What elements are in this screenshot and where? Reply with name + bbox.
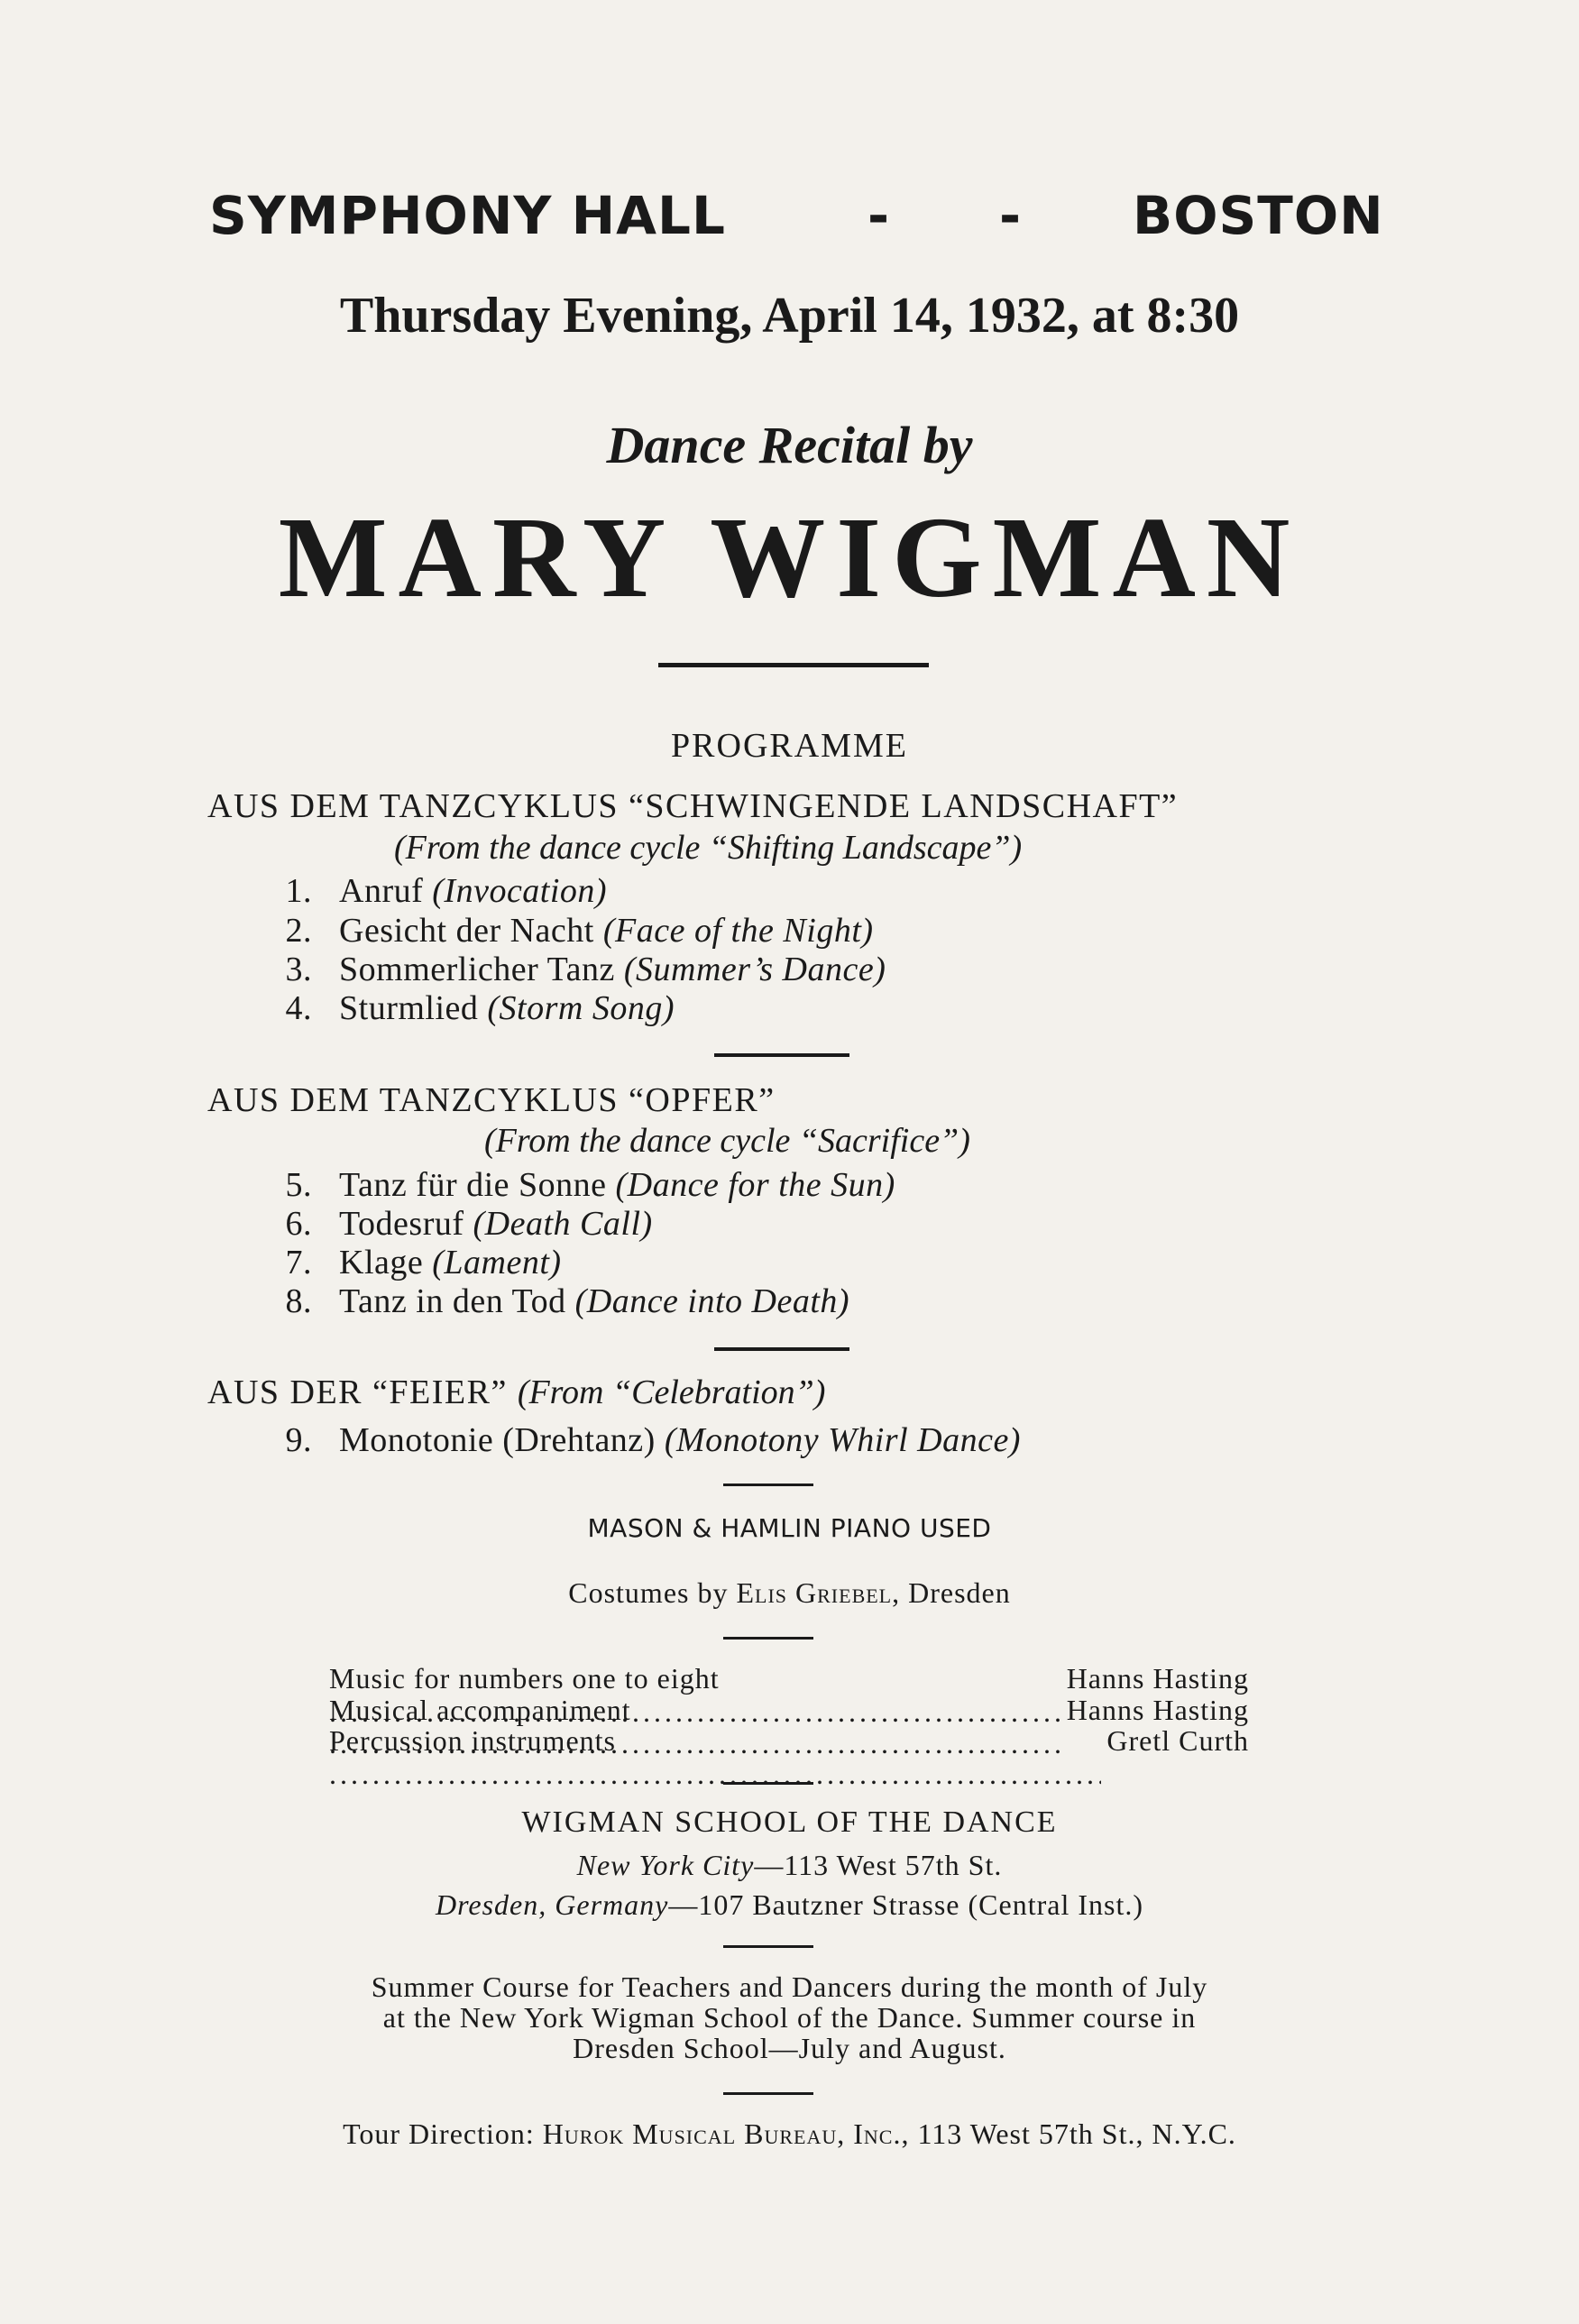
costume-credit: [0, 1576, 1579, 1610]
summer-line: at the New York Wigman School of the Dance. Summer course in: [382, 2001, 1197, 2034]
item-translation: (Storm Song): [487, 989, 675, 1027]
list-item: [251, 871, 607, 911]
costume-designer: Elis Griebel: [736, 1576, 893, 1609]
divider: [723, 2092, 813, 2095]
divider: [723, 1637, 813, 1640]
section-title: AUS DEM TANZCYKLUS “OPFER”: [207, 1081, 776, 1119]
school-ny-city: New York City: [576, 1849, 755, 1881]
school-dresden-address: —107 Bautzner Strasse (Central Inst.): [668, 1888, 1143, 1921]
section-title: AUS DEM TANZCYKLUS “SCHWINGENDE LANDSCHAFT”: [207, 787, 1179, 825]
credit-label: Musical accompaniment .....: [329, 1694, 1061, 1760]
item-number: 1.: [285, 872, 312, 910]
divider: [723, 1782, 813, 1785]
performer-name: MARY WIGMAN: [278, 493, 1301, 621]
list-item: [251, 1420, 1021, 1460]
item-title: Sturmlied: [339, 989, 479, 1027]
item-translation: (Death Call): [473, 1205, 653, 1243]
tour-direction: [0, 2117, 1579, 2151]
school-dresden: [0, 1888, 1579, 1922]
divider: [714, 1053, 849, 1057]
programme-heading: PROGRAMME: [671, 727, 908, 765]
venue-separator: -: [999, 185, 1023, 246]
item-translation: (Lament): [432, 1244, 562, 1281]
costume-prefix: Costumes by: [568, 1576, 729, 1609]
venue-separator: -: [868, 185, 891, 246]
section-translation: (From the dance cycle “Sacrifice”): [484, 1122, 970, 1160]
list-item: [251, 1281, 849, 1321]
summer-line: Dresden School—July and August.: [573, 2032, 1006, 2064]
item-title: Sommerlicher Tanz: [339, 951, 615, 988]
item-translation: (Face of the Night): [602, 912, 874, 950]
item-title: Anruf: [339, 872, 424, 910]
item-number: 9.: [285, 1421, 312, 1459]
divider: [714, 1347, 849, 1351]
section-translation: (From the dance cycle “Shifting Landscape”): [394, 829, 1023, 867]
item-number: 5.: [285, 1166, 312, 1204]
credit-label: Percussion instruments .....: [329, 1724, 1101, 1791]
list-item: [251, 1165, 895, 1205]
item-translation: (Dance into Death): [574, 1282, 850, 1320]
item-number: 4.: [285, 989, 312, 1027]
item-translation: (Invocation): [432, 872, 608, 910]
divider: [723, 1484, 813, 1486]
item-title: Klage: [339, 1244, 424, 1281]
school-dresden-city: Dresden, Germany: [436, 1888, 669, 1921]
school-title: WIGMAN SCHOOL OF THE DANCE: [521, 1805, 1058, 1839]
item-title: Tanz für die Sonne: [339, 1166, 607, 1204]
credit-value: Hanns Hasting: [1066, 1694, 1249, 1726]
venue-name: SYMPHONY HALL: [209, 185, 726, 246]
recital-subtitle: Dance Recital by: [606, 416, 973, 474]
item-number: 8.: [285, 1282, 312, 1320]
costume-suffix: , Dresden: [892, 1576, 1011, 1609]
credit-row: [329, 1724, 1249, 1791]
section-title: [207, 1373, 825, 1412]
item-number: 6.: [285, 1205, 312, 1243]
item-title: Monotonie (Drehtanz): [339, 1421, 656, 1459]
credit-value: Hanns Hasting: [1066, 1662, 1249, 1695]
summer-line: Summer Course for Teachers and Dancers during the month of July: [371, 1970, 1208, 2003]
tour-address: , 113 West 57th St., N.Y.C.: [901, 2117, 1236, 2150]
section-translation: (From “Celebration”): [517, 1373, 826, 1411]
credit-value: Gretl Curth: [1106, 1724, 1249, 1757]
item-title: Gesicht der Nacht: [339, 912, 594, 950]
school-ny-address: —113 West 57th St.: [754, 1849, 1003, 1881]
tour-bureau: Hurok Musical Bureau, Inc.: [542, 2117, 902, 2150]
tour-prefix: Tour Direction:: [343, 2117, 535, 2150]
section-title-text: AUS DER “FEIER”: [207, 1373, 508, 1411]
item-translation: (Monotony Whirl Dance): [664, 1421, 1021, 1459]
school-ny: [0, 1849, 1579, 1882]
list-item: [251, 1243, 562, 1282]
list-item: [251, 911, 874, 951]
item-number: 2.: [285, 912, 312, 950]
item-title: Tanz in den Tod: [339, 1282, 566, 1320]
piano-credit: MASON & HAMLIN PIANO USED: [587, 1513, 992, 1543]
list-item: [251, 950, 886, 989]
item-number: 3.: [285, 951, 312, 988]
divider: [723, 1945, 813, 1948]
item-translation: (Summer’s Dance): [623, 951, 886, 988]
item-number: 7.: [285, 1244, 312, 1281]
event-date: Thursday Evening, April 14, 1932, at 8:30: [339, 288, 1240, 344]
credit-label: Music for numbers one to eight .....: [329, 1662, 1061, 1729]
list-item: [251, 1204, 653, 1244]
divider: [658, 663, 929, 667]
item-translation: (Dance for the Sun): [615, 1166, 895, 1204]
item-title: Todesruf: [339, 1205, 464, 1243]
list-item: [251, 988, 675, 1028]
venue-city: BOSTON: [1133, 185, 1384, 246]
